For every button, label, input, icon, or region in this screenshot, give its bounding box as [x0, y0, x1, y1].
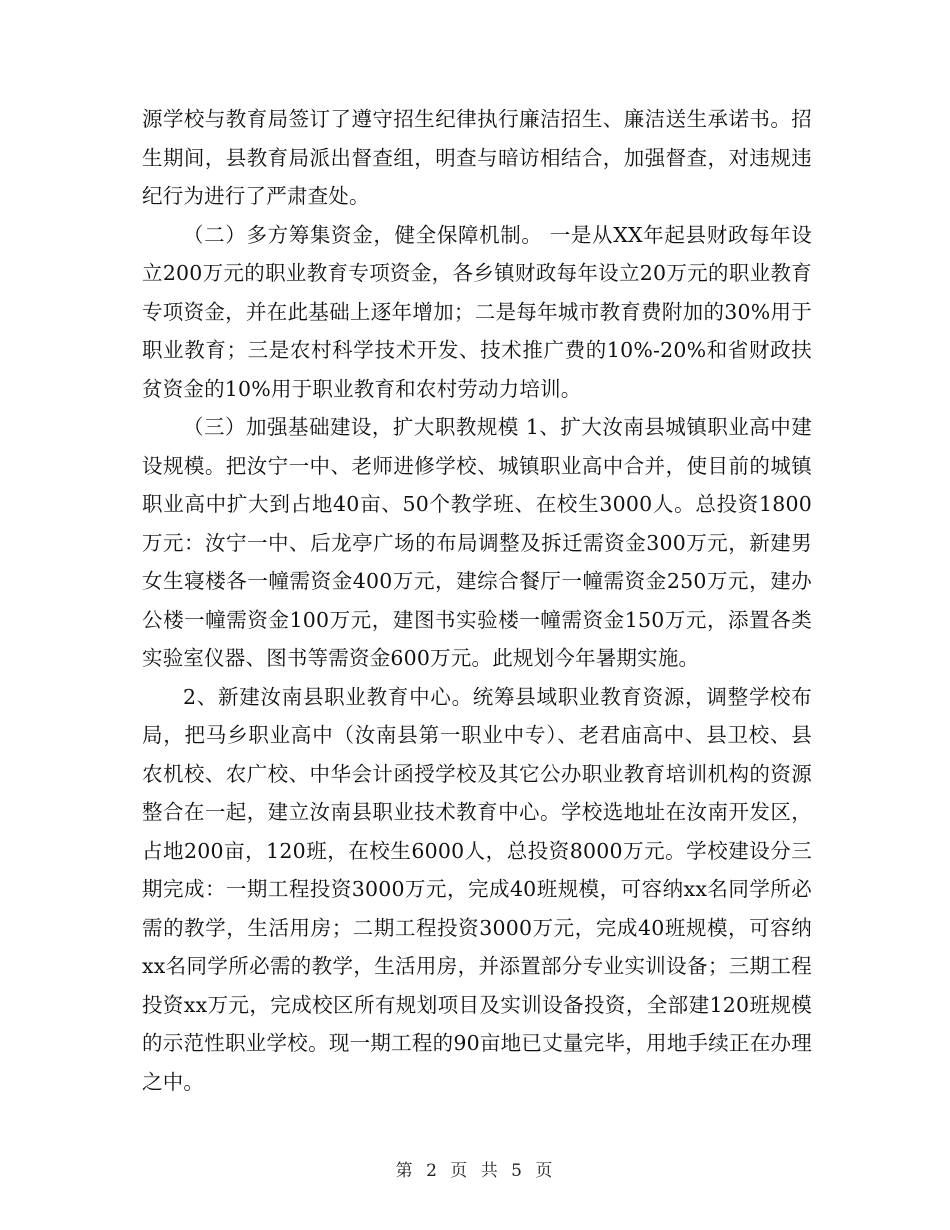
paragraph-infrastructure-expansion: （三）加强基础建设，扩大职教规模 1、扩大汝南县城镇职业高中建设规模。把汝宁一中、老师进修学校、城镇职业高中合并，使目前的城镇职业高中扩大到占地40亩、50个教学班、在校生3000人。总投资1800万元：汝宁一中、后龙亭广场的布局调整及拆迁需资金300万元，新建男女生寝楼各一幢需资金400万元，建综合餐厅一幢需资金250万元，建办公楼一幢需资金100万元，建图书实验楼一幢需资金150万元，添置各类实验室仪器、图书等需资金600万元。此规划今年暑期实施。 [142, 415, 812, 670]
document-body [142, 100, 812, 1101]
page-footer: 第 2 页 共 5 页 [395, 1161, 555, 1181]
paragraph-vocational-center: 2、新建汝南县职业教育中心。统筹县域职业教育资源，调整学校布局，把马乡职业高中（汝南县第一职业中专）、老君庙高中、县卫校、县农机校、农广校、中华会计函授学校及其它公办职业教育培训机构的资源整合在一起，建立汝南县职业技术教育中心。学校选地址在汝南开发区，占地200亩，120班，在校生6000人，总投资8000万元。学校建设分三期完成：一期工程投资3000万元，完成40班规模，可容纳xx名同学所必需的教学，生活用房；二期工程投资3000万元，完成40班规模，可容纳xx名同学所必需的教学，生活用房，并添置部分专业实训设备；三期工程投资xx万元，完成校区所有规划项目及实训设备投资，全部建120班规模的示范性职业学校。现一期工程的90亩地已丈量完毕，用地手续正在办理之中。 [142, 684, 812, 1094]
paragraph-continuation: 源学校与教育局签订了遵守招生纪律执行廉洁招生、廉洁送生承诺书。招生期间，县教育局派出督查组，明查与暗访相结合，加强督查，对违规违纪行为进行了严肃查处。 [142, 107, 812, 208]
paragraph-funding-mechanism: （二）多方筹集资金，健全保障机制。 一是从XX年起县财政每年设立200万元的职业教育专项资金，各乡镇财政每年设立20万元的职业教育专项资金，并在此基础上逐年增加；二是每年城市教育费附加的30%用于职业教育；三是农村科学技术开发、技术推广费的10%-20%和省财政扶贫资金的10%用于职业教育和农村劳动力培训。 [142, 222, 812, 401]
